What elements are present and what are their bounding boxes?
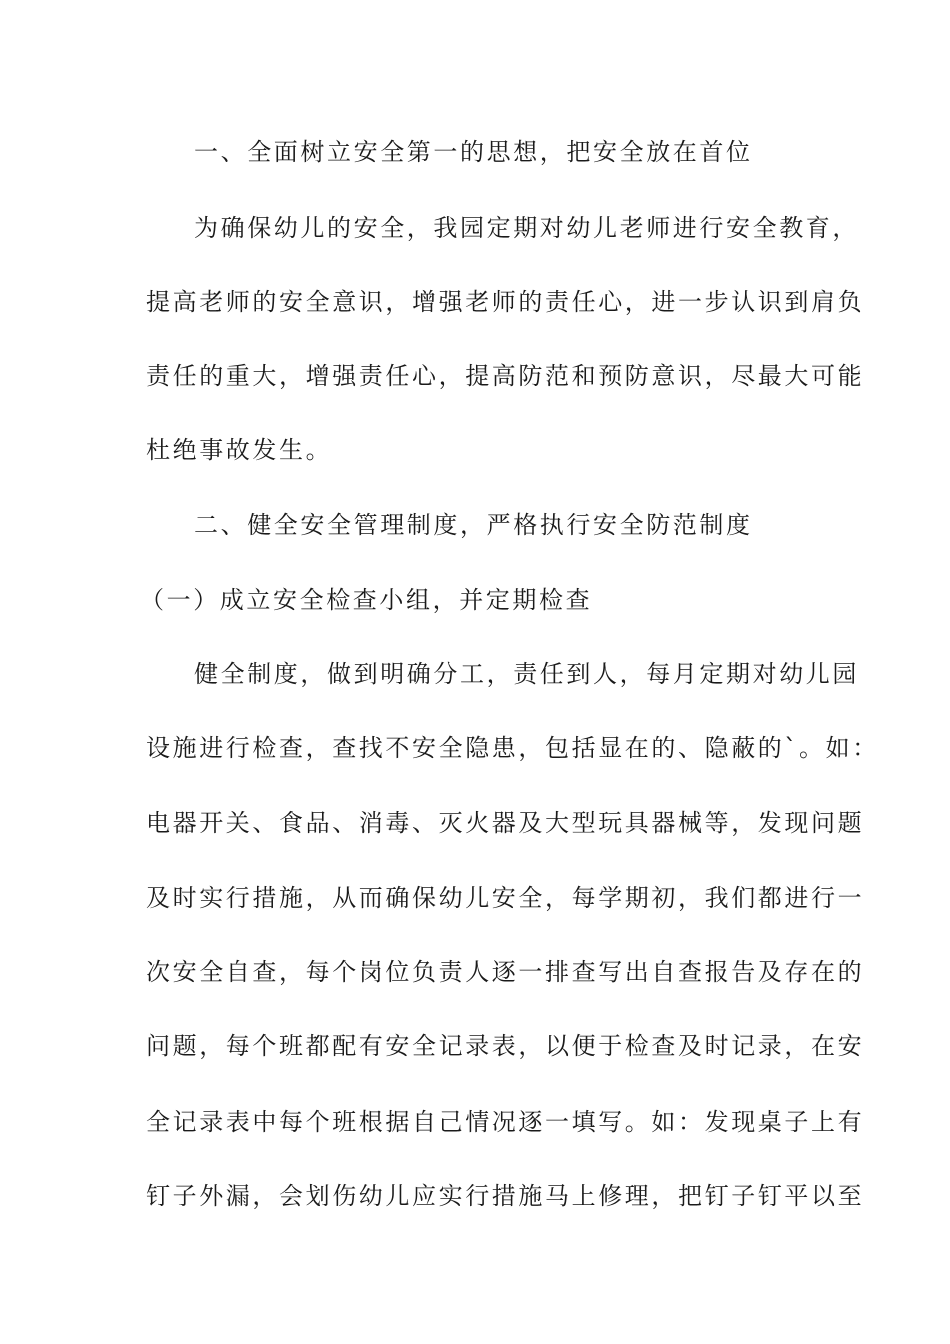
paragraph-line: 钉子外漏，会划伤幼儿应实行措施马上修理，把钉子钉平以至 bbox=[146, 1182, 865, 1210]
subsection-heading: （一）成立安全检查小组，并定期检查 bbox=[140, 586, 593, 614]
section-heading-2: 二、健全安全管理制度，严格执行安全防范制度 bbox=[194, 511, 753, 539]
paragraph-line: 为确保幼儿的安全，我园定期对幼儿老师进行安全教育， bbox=[194, 214, 859, 242]
paragraph-line: 设施进行检查，查找不安全隐患，包括显在的、隐蔽的`。如： bbox=[146, 734, 879, 762]
paragraph-line: 全记录表中每个班根据自己情况逐一填写。如：发现桌子上有 bbox=[146, 1108, 865, 1136]
paragraph-line: 责任的重大，增强责任心，提高防范和预防意识，尽最大可能 bbox=[146, 362, 865, 390]
paragraph-line: 提高老师的安全意识，增强老师的责任心，进一步认识到肩负 bbox=[146, 288, 865, 316]
paragraph-line: 电器开关、食品、消毒、灭火器及大型玩具器械等，发现问题 bbox=[146, 809, 865, 837]
paragraph-line: 次安全自查，每个岗位负责人逐一排查写出自查报告及存在的 bbox=[146, 958, 865, 986]
paragraph-line: 问题，每个班都配有安全记录表，以便于检查及时记录，在安 bbox=[146, 1032, 865, 1060]
paragraph-line: 健全制度，做到明确分工，责任到人，每月定期对幼儿园 bbox=[194, 660, 859, 688]
paragraph-line: 杜绝事故发生。 bbox=[146, 436, 333, 464]
paragraph-line: 及时实行措施，从而确保幼儿安全，每学期初，我们都进行一 bbox=[146, 884, 865, 912]
section-heading-1: 一、全面树立安全第一的思想，把安全放在首位 bbox=[194, 138, 753, 166]
